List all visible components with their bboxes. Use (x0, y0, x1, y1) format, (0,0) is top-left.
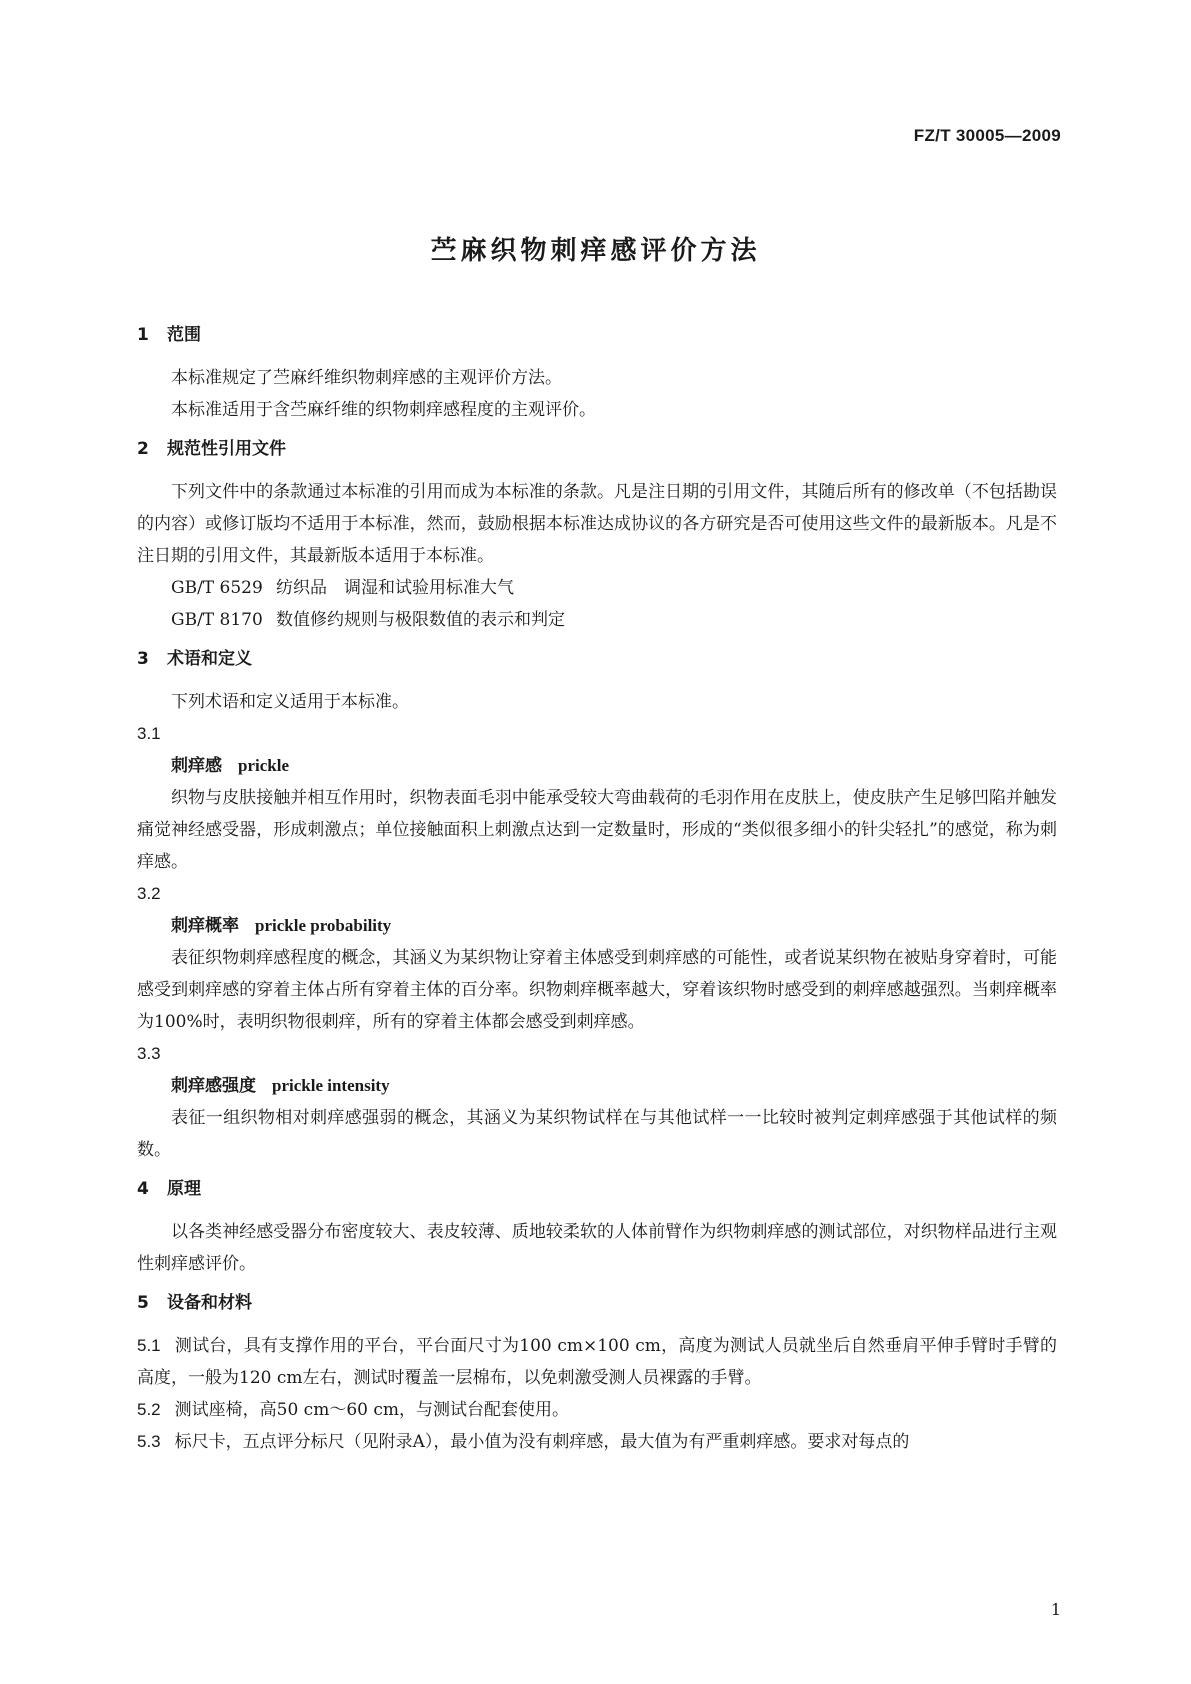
term-chinese: 刺痒概率 (171, 916, 239, 936)
section-3-heading (137, 646, 1057, 672)
item-number: 5.2 (137, 1400, 161, 1419)
term-english: prickle intensity (272, 1076, 390, 1095)
item-text: 标尺卡，五点评分标尺（见附录A），最小值为没有刺痒感，最大值为有严重刺痒感。要求对每点的 (174, 1432, 910, 1452)
paragraph: 以各类神经感受器分布密度较大、表皮较薄、质地较柔软的人体前臂作为织物刺痒感的测试部位，对织物样品进行主观性刺痒感评价。 (137, 1222, 1057, 1274)
section-number: 5 (137, 1293, 149, 1313)
paragraph: 本标准规定了苎麻纤维织物刺痒感的主观评价方法。 (171, 368, 562, 388)
section-5-heading (137, 1290, 1057, 1316)
section-number: 2 (137, 439, 149, 459)
paragraph: 下列术语和定义适用于本标准。 (171, 692, 409, 712)
document-body (137, 322, 1057, 1458)
page-number: 1 (1050, 1600, 1061, 1619)
document-title: 苎麻织物刺痒感评价方法 (430, 236, 761, 266)
paragraph: 本标准适用于含苎麻纤维的织物刺痒感程度的主观评价。 (171, 400, 596, 420)
term-definition: 表征织物刺痒感程度的概念，其涵义为某织物让穿着主体感受到刺痒感的可能性，或者说某织物在被贴身穿着时，可能感受到刺痒感的穿着主体占所有穿着主体的百分率。织物刺痒概率越大，穿着该织物时感受到的刺痒感越强烈。当刺痒概率为100%时，表明织物很刺痒，所有的穿着主体都会感受到刺痒感。 (137, 948, 1057, 1032)
term-heading (137, 910, 1057, 942)
clause-number: 3.3 (137, 1044, 161, 1063)
item-text: 测试台，具有支撑作用的平台，平台面尺寸为100 cm×100 cm，高度为测试人员就坐后自然垂肩平伸手臂时手臂的高度，一般为120 cm左右，测试时覆盖一层棉布，以免刺激受测人员裸露的手臂。 (137, 1336, 1057, 1388)
section-title: 设备和材料 (167, 1293, 252, 1313)
term-heading (137, 750, 1057, 782)
term-heading (137, 1070, 1057, 1102)
normative-reference (137, 604, 1057, 636)
section-title: 规范性引用文件 (167, 439, 286, 459)
paragraph: 下列文件中的条款通过本标准的引用而成为本标准的条款。凡是注日期的引用文件，其随后所有的修改单（不包括勘误的内容）或修订版均不适用于本标准，然而，鼓励根据本标准达成协议的各方研究是否可使用这些文件的最新版本。凡是不注日期的引用文件，其最新版本适用于本标准。 (137, 482, 1057, 566)
section-number: 4 (137, 1179, 149, 1199)
item-number: 5.3 (137, 1432, 161, 1451)
standard-number: FZ/T 30005—2009 (913, 126, 1061, 145)
equipment-item (137, 1394, 1057, 1426)
normative-reference (137, 572, 1057, 604)
section-4-heading (137, 1176, 1057, 1202)
term-english: prickle probability (255, 916, 392, 935)
term-chinese: 刺痒感强度 (171, 1076, 256, 1096)
reference-title: 纺织品 调湿和试验用标准大气 (276, 578, 514, 598)
term-definition: 表征一组织物相对刺痒感强弱的概念，其涵义为某织物试样在与其他试样一一比较时被判定刺痒感强于其他试样的频数。 (137, 1108, 1057, 1160)
section-number: 1 (137, 325, 149, 345)
section-2-heading (137, 436, 1057, 462)
reference-title: 数值修约规则与极限数值的表示和判定 (276, 610, 565, 630)
clause-number: 3.2 (137, 884, 161, 903)
equipment-item (137, 1330, 1057, 1394)
item-number: 5.1 (137, 1336, 161, 1355)
section-1-heading (137, 322, 1057, 348)
section-title: 术语和定义 (167, 649, 252, 669)
term-definition: 织物与皮肤接触并相互作用时，织物表面毛羽中能承受较大弯曲载荷的毛羽作用在皮肤上，使皮肤产生足够凹陷并触发痛觉神经感受器，形成刺激点；单位接触面积上刺激点达到一定数量时，形成的“类似很多细小的针尖轻扎”的感觉，称为刺痒感。 (137, 788, 1057, 872)
section-title: 原理 (167, 1179, 201, 1199)
section-number: 3 (137, 649, 149, 669)
clause-number: 3.1 (137, 724, 161, 743)
reference-code: GB/T 8170 (171, 610, 263, 630)
equipment-item (137, 1426, 1057, 1458)
item-text: 测试座椅，高50 cm～60 cm，与测试台配套使用。 (174, 1400, 569, 1420)
term-chinese: 刺痒感 (171, 756, 222, 776)
section-title: 范围 (167, 325, 201, 345)
term-english: prickle (238, 756, 289, 775)
reference-code: GB/T 6529 (171, 578, 263, 598)
